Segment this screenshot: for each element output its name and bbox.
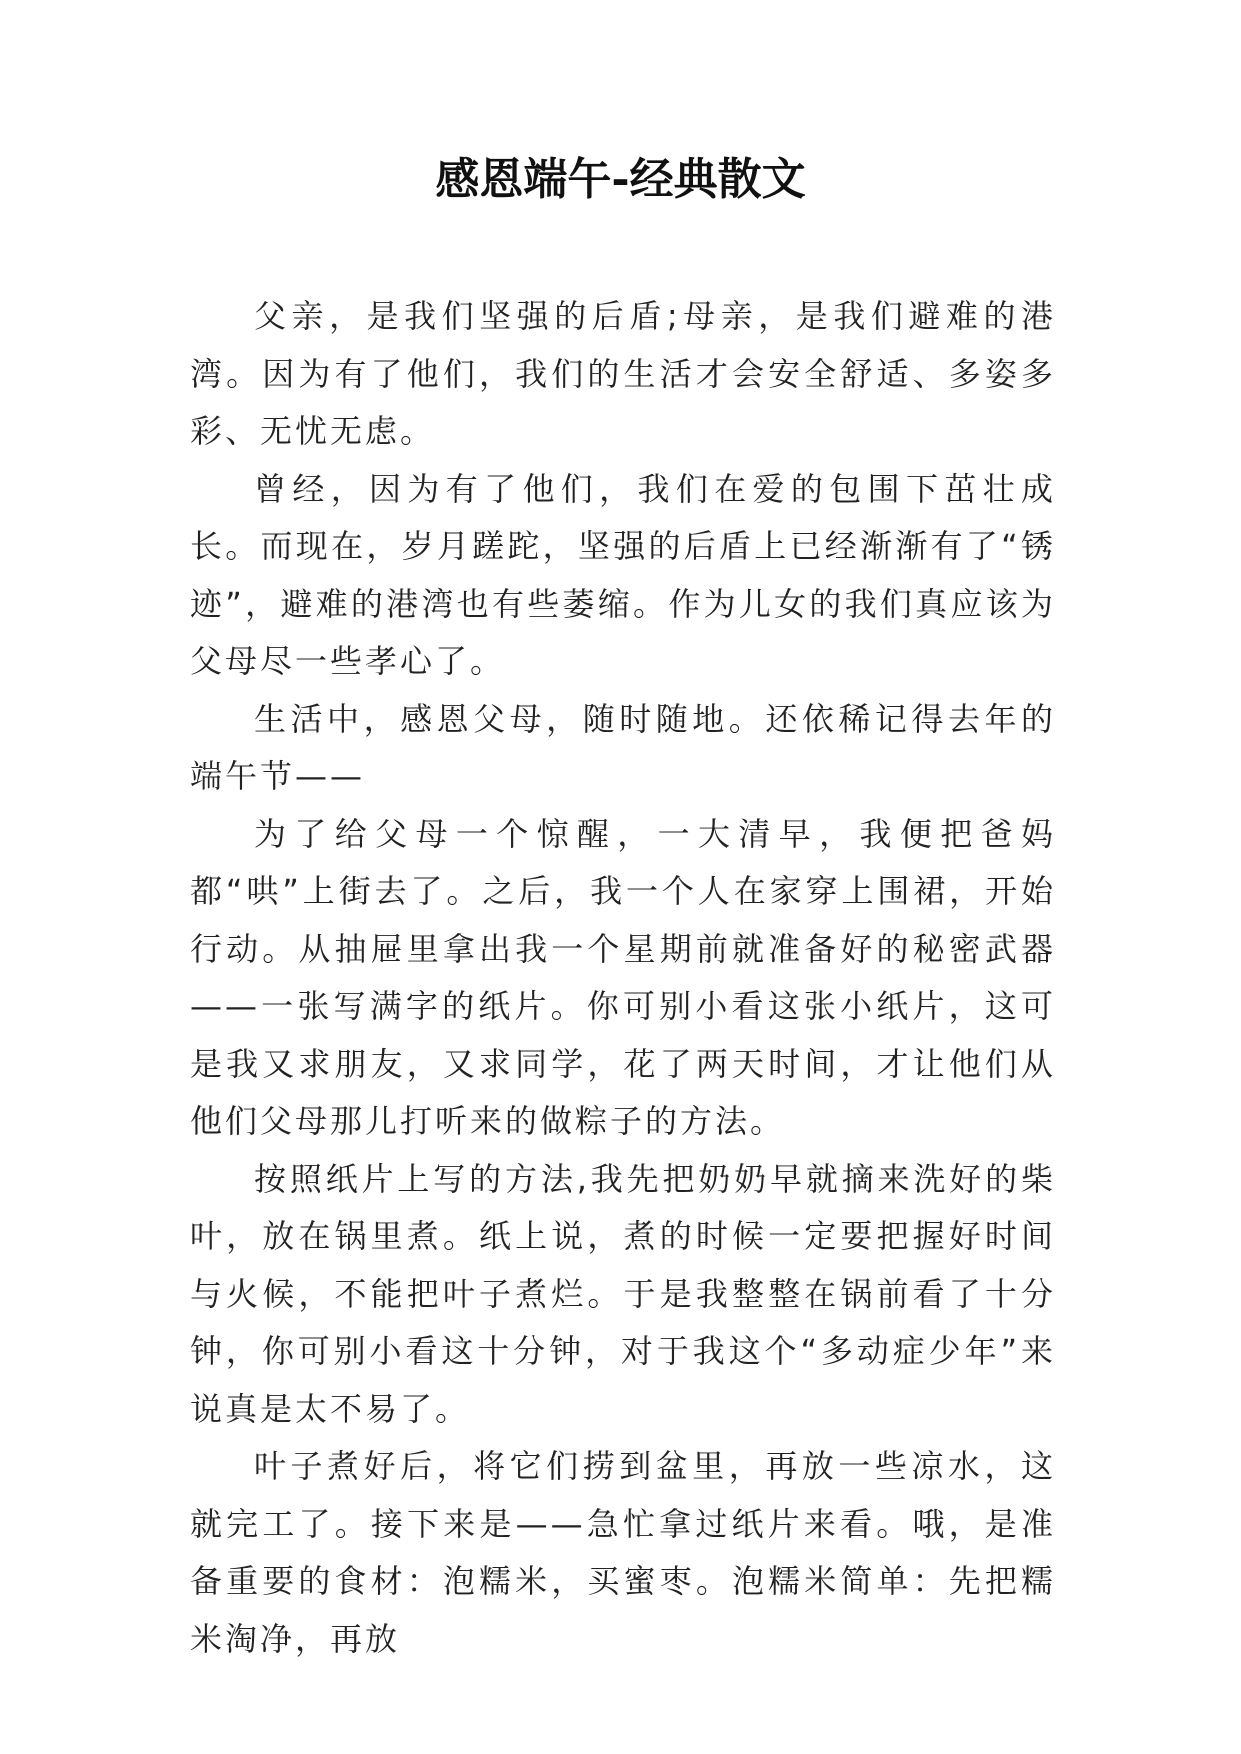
paragraph: 叶子煮好后，将它们捞到盆里，再放一些凉水，这就完工了。接下来是——急忙拿过纸片来看。哦，是准备重要的食材：泡糯米，买蜜枣。泡糯米简单：先把糯米淘净，再放 — [190, 1447, 1056, 1658]
document-title: 感恩端午-经典散文 — [435, 154, 806, 205]
paragraph: 曾经，因为有了他们，我们在爱的包围下茁壮成长。而现在，岁月蹉跎，坚强的后盾上已经渐渐有了“锈迹”，避难的港湾也有些萎缩。作为儿女的我们真应该为父母尽一些孝心了。 — [190, 469, 1056, 680]
document-body — [190, 288, 1056, 1668]
paragraph: 为了给父母一个惊醒，一大清早，我便把爸妈都“哄”上街去了。之后，我一个人在家穿上围裙，开始行动。从抽屉里拿出我一个星期前就准备好的秘密武器——一张写满字的纸片。你可别小看这张小纸片，这可是我又求朋友，又求同学，花了两天时间，才让他们从他们父母那儿打听来的做粽子的方法。 — [190, 814, 1056, 1140]
paragraph: 按照纸片上写的方法,我先把奶奶早就摘来洗好的柴叶，放在锅里煮。纸上说，煮的时候一定要把握好时间与火候，不能把叶子煮烂。于是我整整在锅前看了十分钟，你可别小看这十分钟，对于我这个“多动症少年”来说真是太不易了。 — [190, 1159, 1056, 1428]
paragraph: 父亲，是我们坚强的后盾;母亲，是我们避难的港湾。因为有了他们，我们的生活才会安全舒适、多姿多彩、无忧无虑。 — [190, 297, 1056, 450]
paragraph: 生活中，感恩父母，随时随地。还依稀记得去年的端午节—— — [190, 699, 1056, 795]
